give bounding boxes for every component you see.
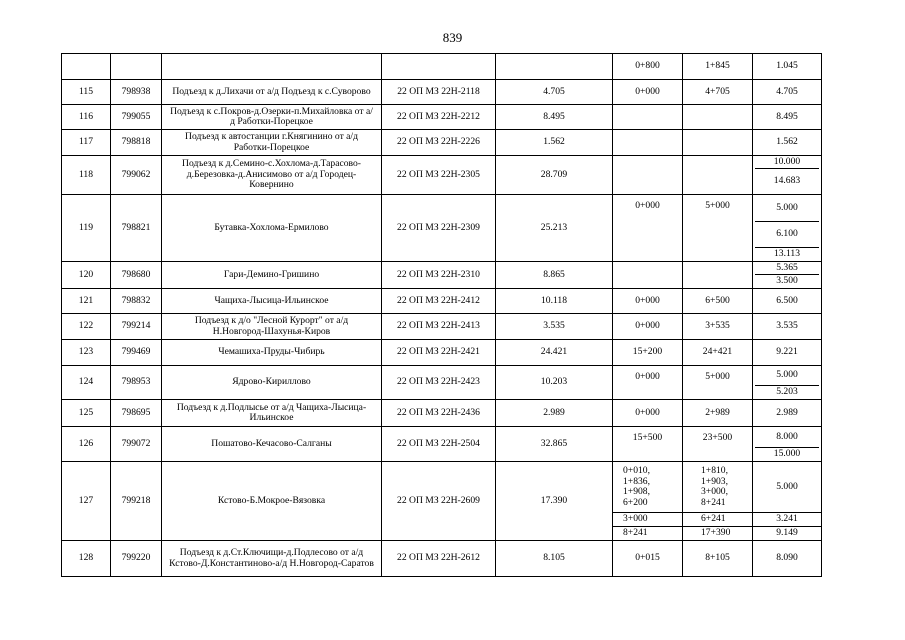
cell-reg: 22 ОП МЗ 22Н-2609: [382, 462, 496, 541]
table-row: [62, 156, 822, 195]
segment-length: 6.100: [755, 222, 819, 248]
cell-start: 0+000: [613, 400, 683, 427]
table-row: [62, 340, 822, 366]
cell-segment-lengths: [753, 541, 822, 577]
cell-road-name: Подъезд к д.Подлысье от а/д Чащиха-Лысица-Ильинское: [162, 400, 382, 427]
cell-total-length: 24.421: [496, 340, 613, 366]
cell-end: 4+705: [683, 80, 753, 105]
cell-segment-lengths: [753, 340, 822, 366]
cell-registry-number: 22 ОП МЗ 22Н-2310: [382, 262, 496, 289]
cell-start: 0+015: [613, 541, 683, 577]
table-row: [62, 195, 822, 262]
cell-registry-number: 22 ОП МЗ 22Н-2421: [382, 340, 496, 366]
cell-number: 122: [62, 314, 111, 340]
cell-end: [683, 105, 753, 130]
segment-length: 1.562: [776, 136, 798, 148]
table-row: [62, 314, 822, 340]
cell-road-name: Подъезд к д/о "Лесной Курорт" от а/д Н.Новгород-Шахунья-Киров: [162, 314, 382, 340]
segment-length: 3.535: [776, 320, 798, 332]
cell-code: 798938: [111, 80, 162, 105]
table-row: [62, 54, 822, 80]
cell-end: 24+421: [683, 340, 753, 366]
cell-start: [613, 156, 683, 195]
cell-code: 798818: [111, 130, 162, 156]
cell-total-length: 8.105: [496, 541, 613, 577]
cell-total-length: 32.865: [496, 427, 613, 462]
segment-length: 8.090: [776, 552, 798, 564]
cell-end: 1+845: [683, 54, 753, 80]
segment-length: 1.045: [776, 60, 798, 72]
cell-segment-lengths: [753, 156, 822, 195]
cell-code: 799072: [111, 427, 162, 462]
cell-name: Кстово-Б.Мокрое-Вязовка: [162, 462, 382, 541]
road-registry-table: [61, 53, 822, 577]
cell-registry-number: 22 ОП МЗ 22Н-2212: [382, 105, 496, 130]
cell-code: 798695: [111, 400, 162, 427]
cell-total-length: 28.709: [496, 156, 613, 195]
cell-start: 8+241: [613, 527, 683, 541]
cell-code: 798821: [111, 195, 162, 262]
cell-segment-length: 9.149: [753, 527, 822, 541]
segment-length: 15.000: [773, 448, 801, 460]
cell-start: 3+000: [613, 513, 683, 527]
cell-end: 6+500: [683, 289, 753, 314]
segment-length: 5.365: [755, 262, 819, 275]
table-row: [62, 105, 822, 130]
table-row: [62, 427, 822, 462]
segment-length: 13.113: [773, 248, 801, 260]
cell-code: 798953: [111, 366, 162, 400]
cell-registry-number: [382, 54, 496, 80]
cell-code: 799055: [111, 105, 162, 130]
cell-road-name: Подъезд к д.Лихачи от а/д Подъезд к с.Суворово: [162, 80, 382, 105]
cell-code: 799218: [111, 462, 162, 541]
cell-road-name: Гари-Демино-Гришино: [162, 262, 382, 289]
cell-end: 5+000: [683, 366, 753, 400]
cell-segment-lengths: [753, 400, 822, 427]
cell-end: [683, 156, 753, 195]
cell-end: 3+535: [683, 314, 753, 340]
cell-code: [111, 54, 162, 80]
cell-registry-number: 22 ОП МЗ 22Н-2423: [382, 366, 496, 400]
table-row: [62, 366, 822, 400]
cell-number: 128: [62, 541, 111, 577]
cell-total-length: 1.562: [496, 130, 613, 156]
cell-road-name: Пошатово-Кечасово-Салганы: [162, 427, 382, 462]
cell-road-name: Подъезд к д.Семино-с.Хохлома-д.Тарасово-д.Березовка-д.Анисимово от а/д Городец-Ковернино: [162, 156, 382, 195]
cell-road-name: Бутавка-Хохлома-Ермилово: [162, 195, 382, 262]
segment-length: 4.705: [776, 85, 798, 97]
cell-segment-lengths: [753, 262, 822, 289]
segment-length: 10.000: [755, 156, 819, 169]
cell-segment-lengths: [753, 314, 822, 340]
cell-number: 123: [62, 340, 111, 366]
cell-segment-lengths: [753, 195, 822, 262]
cell-segment-lengths: [753, 366, 822, 400]
cell-segment-length: 3.241: [753, 513, 822, 527]
cell-total-length: 8.865: [496, 262, 613, 289]
table-row: [62, 462, 822, 513]
cell-segment-lengths: [753, 80, 822, 105]
cell-start: 0+000: [613, 314, 683, 340]
cell-start: 0+000: [613, 366, 683, 400]
cell-road-name: Подъезд к с.Покров-д.Озерки-п.Михайловка от а/д Работки-Порецкое: [162, 105, 382, 130]
cell-number: [62, 54, 111, 80]
cell-end: 2+989: [683, 400, 753, 427]
cell-number: 119: [62, 195, 111, 262]
cell-total-length: 10.118: [496, 289, 613, 314]
segment-length: 9.221: [776, 346, 798, 358]
cell-registry-number: 22 ОП МЗ 22Н-2305: [382, 156, 496, 195]
segment-length: 5.000: [755, 366, 819, 386]
cell-number: 117: [62, 130, 111, 156]
cell-code: 799469: [111, 340, 162, 366]
table-row: [62, 130, 822, 156]
cell-registry-number: 22 ОП МЗ 22Н-2309: [382, 195, 496, 262]
cell-segment-lengths: [753, 54, 822, 80]
cell-end: [683, 130, 753, 156]
cell-number: 121: [62, 289, 111, 314]
table-row: [62, 289, 822, 314]
cell-code: 798680: [111, 262, 162, 289]
cell-road-name: Ядрово-Кириллово: [162, 366, 382, 400]
cell-segment-lengths: [753, 289, 822, 314]
cell-number: 116: [62, 105, 111, 130]
cell-registry-number: 22 ОП МЗ 22Н-2226: [382, 130, 496, 156]
segment-length: 5.000: [755, 195, 819, 222]
cell-code: 798832: [111, 289, 162, 314]
table-row: [62, 541, 822, 577]
cell-number: 118: [62, 156, 111, 195]
cell-segment-length: 5.000: [753, 462, 822, 513]
cell-end: 17+390: [683, 527, 753, 541]
cell-total-length: 10.203: [496, 366, 613, 400]
cell-number: 124: [62, 366, 111, 400]
cell-start: [613, 130, 683, 156]
cell-road-name: Подъезд к д.Ст.Ключищи-д.Подлесово от а/д Кстово-Д.Константиново-а/д Н.Новгород-Саратов: [162, 541, 382, 577]
cell-segment-lengths: [753, 105, 822, 130]
cell-len: 17.390: [496, 462, 613, 541]
cell-code: 799214: [111, 314, 162, 340]
table-row: [62, 262, 822, 289]
cell-start: [613, 262, 683, 289]
cell-end: 23+500: [683, 427, 753, 462]
cell-registry-number: 22 ОП МЗ 22Н-2118: [382, 80, 496, 105]
cell-end: 5+000: [683, 195, 753, 262]
cell-segment-lengths: [753, 130, 822, 156]
cell-registry-number: 22 ОП МЗ 22Н-2413: [382, 314, 496, 340]
cell-code: 799062: [111, 156, 162, 195]
cell-start: [613, 105, 683, 130]
segment-length: 5.203: [776, 386, 798, 398]
page-number: 839: [442, 30, 463, 45]
segment-length: 6.500: [776, 294, 798, 306]
cell-end: [683, 262, 753, 289]
cell-num: 127: [62, 462, 111, 541]
cell-road-name: Чащиха-Лысица-Ильинское: [162, 289, 382, 314]
cell-end: 8+105: [683, 541, 753, 577]
cell-total-length: 2.989: [496, 400, 613, 427]
cell-start: 0+010, 1+836, 1+908, 6+200: [613, 462, 683, 513]
segment-length: 8.000: [755, 427, 819, 448]
cell-start: 0+800: [613, 54, 683, 80]
cell-total-length: [496, 54, 613, 80]
segment-length: 2.989: [776, 406, 798, 418]
cell-start: 0+000: [613, 195, 683, 262]
cell-start: 15+200: [613, 340, 683, 366]
segment-length: 14.683: [773, 175, 801, 187]
table-row: [62, 400, 822, 427]
cell-registry-number: 22 ОП МЗ 22Н-2612: [382, 541, 496, 577]
cell-total-length: 8.495: [496, 105, 613, 130]
cell-road-name: Подъезд к автостанции г.Княгинино от а/д Работки-Порецкое: [162, 130, 382, 156]
cell-number: 115: [62, 80, 111, 105]
cell-number: 126: [62, 427, 111, 462]
cell-start: 15+500: [613, 427, 683, 462]
cell-segment-lengths: [753, 427, 822, 462]
cell-end: 1+810, 1+903, 3+000, 8+241: [683, 462, 753, 513]
segment-length: 8.495: [776, 110, 798, 122]
cell-total-length: 4.705: [496, 80, 613, 105]
cell-end: 6+241: [683, 513, 753, 527]
cell-start: 0+000: [613, 80, 683, 105]
table-row: [62, 80, 822, 105]
cell-road-name: [162, 54, 382, 80]
cell-registry-number: 22 ОП МЗ 22Н-2436: [382, 400, 496, 427]
cell-number: 125: [62, 400, 111, 427]
cell-code: 799220: [111, 541, 162, 577]
cell-registry-number: 22 ОП МЗ 22Н-2504: [382, 427, 496, 462]
cell-start: 0+000: [613, 289, 683, 314]
cell-total-length: 3.535: [496, 314, 613, 340]
cell-total-length: 25.213: [496, 195, 613, 262]
segment-length: 3.500: [776, 275, 798, 287]
cell-road-name: Чемашиха-Пруды-Чибирь: [162, 340, 382, 366]
cell-registry-number: 22 ОП МЗ 22Н-2412: [382, 289, 496, 314]
cell-number: 120: [62, 262, 111, 289]
